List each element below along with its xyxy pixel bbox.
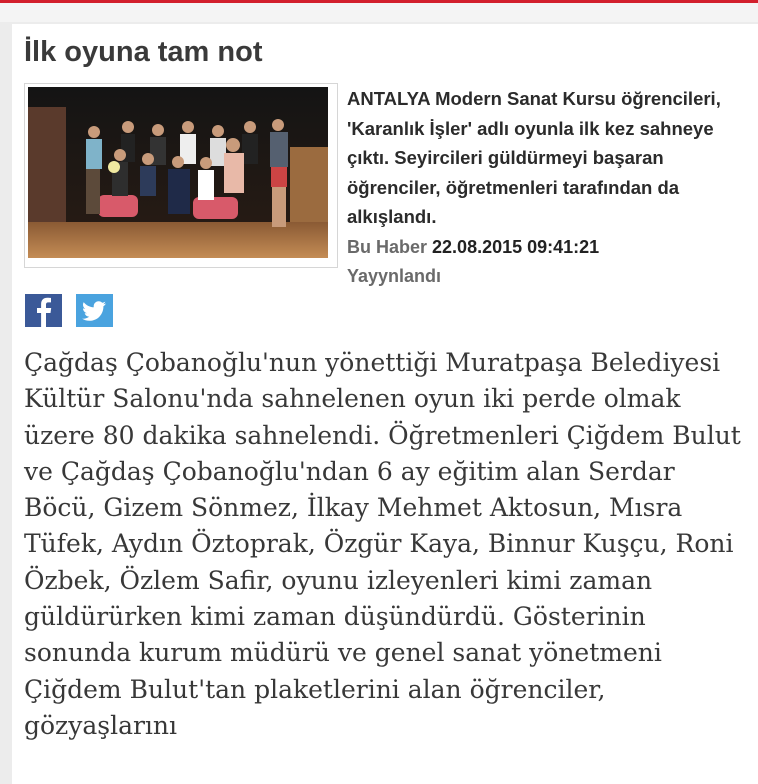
share-buttons bbox=[25, 294, 123, 327]
top-bar bbox=[0, 0, 758, 22]
article-meta bbox=[347, 233, 747, 291]
article-body: Çağdaş Çobanoğlu'nun yönettiği Muratpaşa Belediyesi Kültür Salonu'nda sahnelenen oyun iki perde olmak üzere 80 dakika sahnelendi. Öğretmenleri Çiğdem Bulut ve Çağdaş Çobanoğlu'ndan 6 ay eğitim alan Serdar Böcü, Gizem Sönmez, İlkay Mehmet Aktosun, Mısra Tüfek, Aydın Öztoprak, Özgür Kaya, Binnur Kuşçu, Roni Özbek, Özlem Safir, oyunu izleyenleri kimi zaman güldürürken kimi zaman düşündürdü. Gösterinin sonunda kurum müdürü ve genel sanat yönetmeni Çiğdem Bulut'tan plaketlerini alan öğrenciler, gözyaşlarını bbox=[24, 348, 741, 740]
article-card bbox=[12, 24, 758, 784]
facebook-share-button[interactable] bbox=[25, 294, 62, 327]
article-title: İlk oyuna tam not bbox=[24, 36, 263, 68]
accent-line bbox=[0, 0, 758, 3]
published-label: Yayynlandı bbox=[347, 266, 442, 286]
news-source[interactable]: Bu Haber bbox=[347, 237, 428, 257]
twitter-share-button[interactable] bbox=[76, 294, 113, 327]
article-summary: ANTALYA Modern Sanat Kursu öğrencileri, 'Karanlık İşler' adlı oyunla ilk kez sahneye çıktı. Seyircileri güldürmeyi başaran öğrenciler, öğretmenleri tarafından da alkışlandı. bbox=[347, 88, 721, 227]
article-photo[interactable] bbox=[24, 83, 338, 268]
twitter-icon bbox=[76, 294, 113, 327]
stage-photo-image bbox=[28, 87, 328, 258]
source-line bbox=[347, 233, 747, 262]
facebook-icon bbox=[25, 294, 62, 327]
publish-datetime: 22.08.2015 09:41:21 bbox=[432, 237, 600, 257]
